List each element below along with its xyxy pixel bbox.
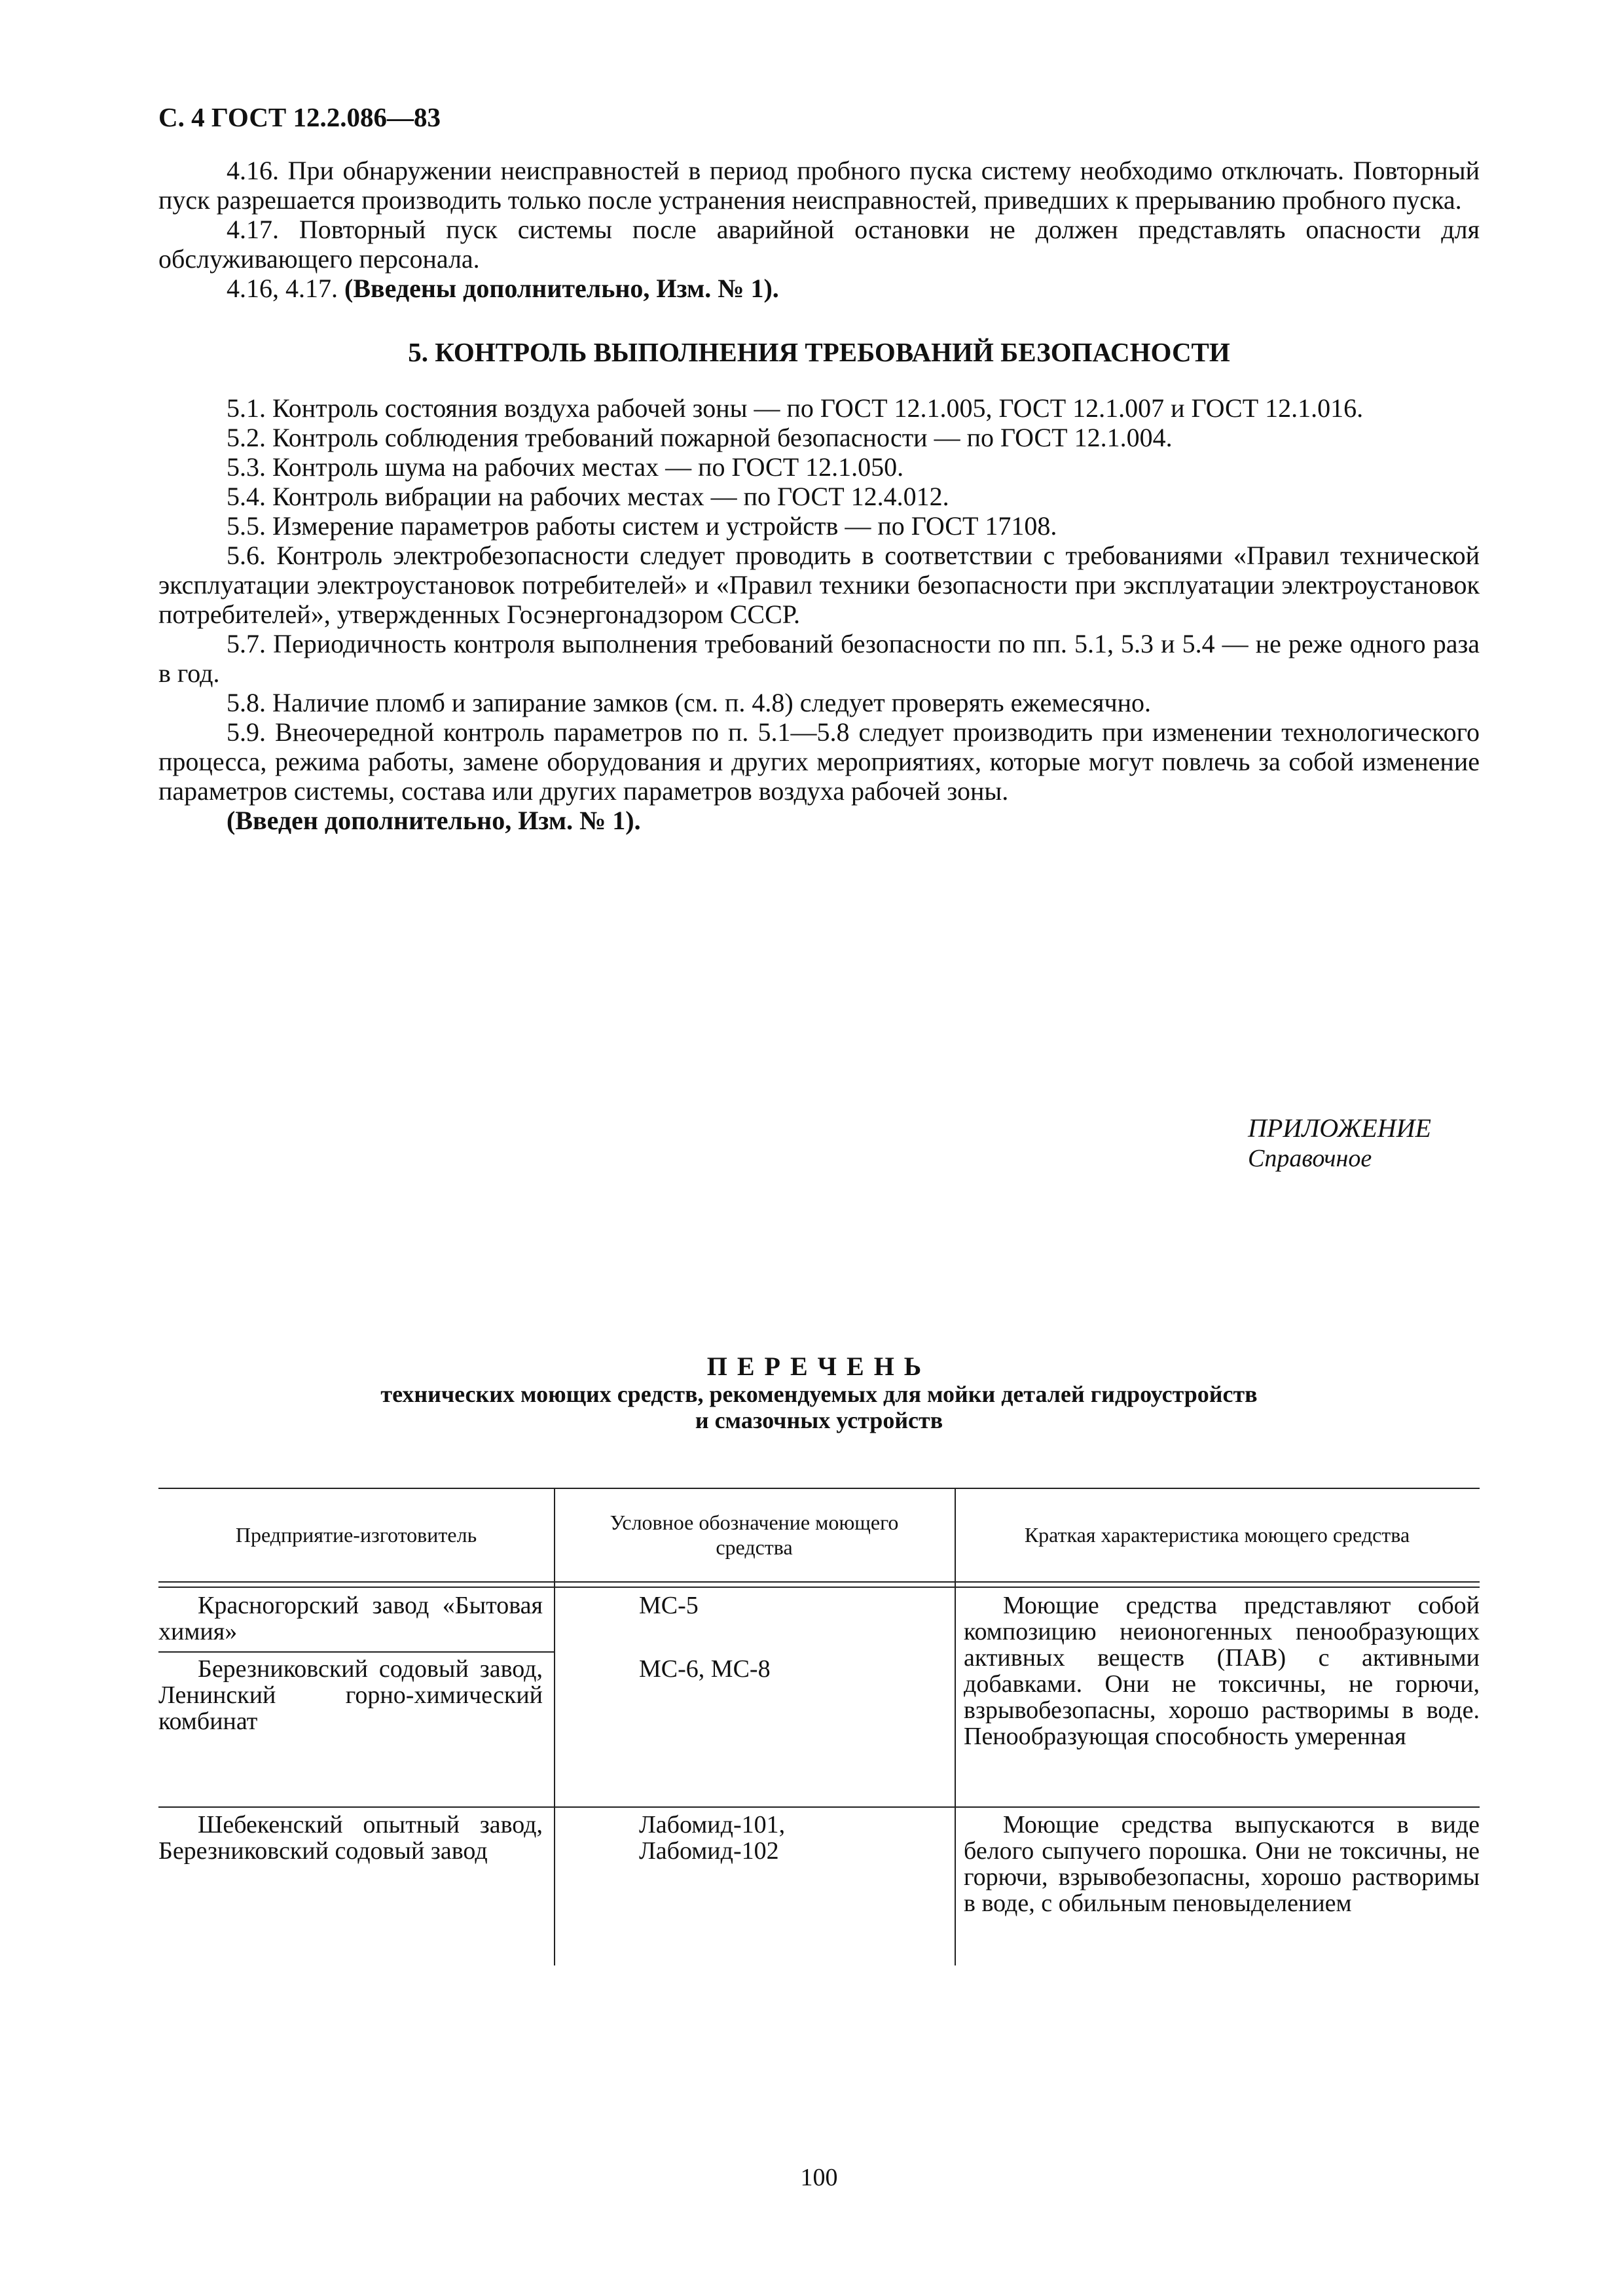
paragraph-5-1: 5.1. Контроль состояния воздуха рабочей зоны — по ГОСТ 12.1.005, ГОСТ 12.1.007 и ГОСТ 12.1.016. [227,393,1364,423]
table-header-maker: Предприятие-изготовитель [235,1522,477,1547]
paragraph-4-17: 4.17. Повторный пуск системы после аварийной остановки не должен представлять опасности для обслуживающего персонала. [158,215,1480,274]
table-cell-maker-3: Шебекенский опытный завод, Березниковский содовый завод [158,1811,543,1865]
amendment-note-2: (Введен дополнительно, Изм. № 1). [227,806,641,835]
document-header: С. 4 ГОСТ 12.2.086—83 [158,102,441,132]
table-header-rule-1 [158,1581,1480,1583]
paragraph-5-2: 5.2. Контроль соблюдения требований пожарной безопасности — по ГОСТ 12.1.004. [227,423,1173,452]
paragraph-5-5: 5.5. Измерение параметров работы систем и устройств — по ГОСТ 17108. [227,511,1057,541]
paragraph-4-16: 4.16. При обнаружении неисправностей в период пробного пуска систему необходимо отключать. Повторный пуск разрешается производить только после устранения неисправностей, приведших к прерыванию пробного пуска. [158,156,1480,215]
paragraph-5-4: 5.4. Контроль вибрации на рабочих местах — по ГОСТ 12.4.012. [227,482,949,511]
table-header-code: Условное обозначение моющего средства [610,1510,899,1559]
list-title-line-2: и смазочных устройств [695,1407,943,1433]
appendix-subtitle: Справочное [1248,1145,1372,1172]
paragraph-5-3: 5.3. Контроль шума на рабочих местах — по ГОСТ 12.1.050. [227,452,904,482]
cleaning-agents-table [158,1488,1480,1965]
amendment-note-1-text: (Введены дополнительно, Изм. № 1). [344,274,779,303]
appendix-title: ПРИЛОЖЕНИЕ [1248,1113,1431,1143]
table-row-divider-full [158,1806,1480,1808]
table-header-description: Краткая характеристика моющего средства [1024,1522,1410,1547]
table-cell-maker-1: Красногорский завод «Бытовая химия» [158,1592,543,1645]
table-column-divider-1 [554,1488,555,1965]
table-header-rule-2 [158,1587,1480,1588]
list-title-main: ПЕРЕЧЕНЬ [706,1352,932,1381]
paragraph-5-8: 5.8. Наличие пломб и запирание замков (см. п. 4.8) следует проверять ежемесячно. [227,688,1152,717]
amendment-note-1-prefix: 4.16, 4.17. [227,274,338,303]
amendment-note-1 [158,274,1480,303]
paragraph-5-7: 5.7. Периодичность контроля выполнения требований безопасности по пп. 5.1, 5.3 и 5.4 — не реже одного раза в год. [158,629,1480,688]
table-cell-code-2: МС-6, МС-8 [639,1655,771,1683]
paragraph-5-9: 5.9. Внеочередной контроль параметров по п. 5.1—5.8 следует производить при изменении технологического процесса, режима работы, замене оборудования и других мероприятиях, которые могут повлечь за собой изменение параметров системы, состава или других параметров воздуха рабочей зоны. [158,717,1480,806]
page-number: 100 [800,2164,838,2191]
list-title-line-1: технических моющих средств, рекомендуемых для мойки деталей гидроустройств [380,1381,1258,1407]
document-page [158,98,1480,2191]
section-title: 5. КОНТРОЛЬ ВЫПОЛНЕНИЯ ТРЕБОВАНИЙ БЕЗОПАСНОСТИ [408,337,1230,367]
table-cell-maker-2: Березниковский содовый завод, Ленинский горно-химический комбинат [158,1655,543,1735]
paragraph-5-6: 5.6. Контроль электробезопасности следует проводить в соответствии с требованиями «Правил технической эксплуатации электроустановок потребителей» и «Правил техники безопасности при эксплуатации электроустановок потребителей», утвержденных Госэнергонадзором СССР. [158,541,1480,629]
table-cell-code-3: Лабомид-101, Лабомид-102 [639,1811,786,1865]
table-cell-description-2: Моющие средства выпускаются в виде белого сыпучего порошка. Они не токсичны, не горючи, взрывобезопасны, хорошо растворимы в воде, с обильным пеновыделением [964,1811,1480,1917]
table-cell-code-1: МС-5 [639,1592,699,1619]
list-title [158,1352,1480,1433]
table-row-divider-maker [158,1651,554,1653]
table-cell-description-1: Моющие средства представляют собой композицию неионогенных пенообразующих активных веществ (ПАВ) с активными добавками. Они не токсичны, не горючи, взрывобезопасны, хорошо растворимы в воде. Пенообразующая способность умеренная [964,1592,1480,1750]
appendix-label [1248,1113,1431,1174]
